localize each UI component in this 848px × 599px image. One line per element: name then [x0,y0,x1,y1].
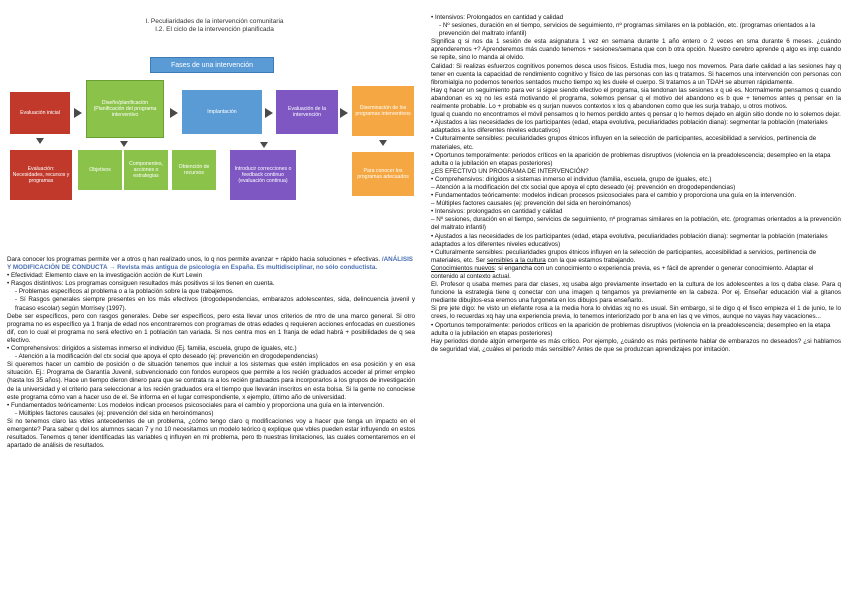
paragraph: Hay periodos donde algún emergente es más crítico. Por ejemplo, ¿cuándo es más pertinente hablar de embarazos no deseados? ¿si hablamos de seguridad vial, ¿cuáles el periodo más sensible? Antes de que se produzcan aprendizajes por imitación. [431,337,841,353]
paragraph [7,256,415,272]
bullet: • Fundamentados teóricamente: Los modelos indican procesos psicosociales para el cambio y proporciona una guía en la intervención. [7,401,385,409]
arrow-right-icon [170,108,178,118]
bullet: • Culturalmente sensibles: peculiaridades grupos étnicos influyen en la selección de participantes, accesibilidad a servicios, pertinencia de materiales, etc. [431,135,817,151]
bullet: • Oportunos temporalmente: periodos críticos en la aparición de problemas disruptivos (violencia en la preadolescencia; desempleo en la etapa adulta o la jubilación en etapas posteriores) [431,321,831,337]
bullet: • Ajustados a las necesidades de los participantes (edad, etapa evolutiva, peculiaridades población diana): segmentar la población (materiales adaptados a los diferentes niveles educativos) [431,232,828,248]
paragraph: Si queremos hacer un cambio de posición o de situación tenemos que incluir a los sistemas que estén implicados en esa posición y en esa situación. Ej.: Programa de Garantía Juvenil, subvencionado con fondos europeos que permite a los recién graduados acceder al primer empleo (hasta los 35 años). Hace un tiempo dieron dinero para que se contrata ra a los recién graduados para incorporarlos a los grupos de investigación de la universidad y el criterio para seleccionar a los recién graduados era el tiempo que llevarán inscritos en esta bolsa. Si la gente no conociese este programa cómo van a hacer uso de el. Se informa en el lugar correspondiente, x ejemplo, último año de universidad. [7,361,415,401]
sub-bullet: - Sí Rasgos generales siempre presentes en los más efectivos (drogodependencias, embarazos adolescentes, sida, delincuencia juvenil y fracaso escolar) según Morrisey (1997). [15,296,415,312]
bullet: • Rasgos distintivos: Los programas consiguen resultados más positivos si los tienen en cuenta. [7,280,275,288]
arrow-down-icon [260,142,268,148]
sub-obtencion-recursos: Obtención de recursos [172,150,216,190]
text: : si engancha con un conocimiento o experiencia previa, es + fácil de aprender o generar conocimiento. Adaptar el contenido al contexto actual. [431,264,814,280]
sub-introducir-correcciones: Introducir correcciones o feedback continuo (evaluación continua) [230,150,296,200]
arrow-right-icon [340,108,348,118]
arrow-right-icon [74,108,82,118]
text: • Culturalmente sensibles: peculiaridades grupos étnicos influyen en la selección de participantes, accesibilidad a servicios, pertinencia de materiales, etc. Ser [431,248,817,264]
heading-line-2: I.2. El ciclo de la intervención planificada [155,26,274,33]
right-column [431,14,841,354]
paragraph: Significa q si nos da 1 sesión de esta asignatura 1 vez en semana durante 1 año entero o 2 veces en sma durante 6 meses. ¿cuándo aprenderemos +? Aprenderemos más cuando tenemos + sesiones/semana que con b otra opción. Nuestro cerebro aprende q algo es imp cuando se repite, sino lo manda al olvido. [431,38,841,62]
phase-evaluacion-inicial: Evaluación inicial [10,92,70,134]
sub-bullet: – Múltiples factores causales (ej: prevención del sida en heroinómanos) [431,200,631,208]
sub-bullet: – Atención a la modificación del ctx social que apoya el cpto deseado (ej: prevención en drogodependencias) [431,183,736,191]
bullet: • Intensivos: Prolongados en cantidad y calidad [431,14,564,21]
phase-implantacion: Implantación [182,90,262,134]
arrow-down-icon [36,138,44,144]
bullet: • Intensivos: prolongados en cantidad y calidad [431,208,563,216]
underlined-text: Conocimientos nuevos [431,264,495,272]
phase-diseminacion: Diseminación de los programas interventivos [352,86,414,136]
bullet: • Ajustados a las necesidades de los participantes (edad, etapa evolutiva, peculiaridades población diana): segmentar la población (materiales adaptados a los diferentes niveles educativos) [431,119,828,135]
intervention-phases-diagram [0,0,420,258]
paragraph: El. Profesor q usaba memes para dar clases, xq usaba algo previamente insertado en la cultura de los adolescentes a los q daba clase. Para q funcione la estrategia tiene q conectar con una imagen q tengamos ya previamente en la cabeza. Por ej. Enseñar educación vial a gitanos mediante dibujitos-esa eremos una furgoneta en los dibujos para enseñarlo. [431,281,841,305]
bullet: • Efectividad: Elemento clave en la investigación acción de Kurt Lewin [7,272,203,280]
paragraph: Calidad: Si realizas esfuerzos cognitivos ponemos desca usos físicos. Estudia mos, luego nos movemos. Para darle calidad a las sesiones hay q tener en cuenta la capacidad de rendimiento cognitivo y físico de las personas con las q tratamos. Si hacemos una intervención con personas con fibromialgia no podemos tenerlos sentados mucho tiempo xq les duele el cuerpo. Si tratamos a un TDAH se aburren rápidamente. [431,62,841,86]
paragraph [431,265,841,281]
paragraph: Hay q hacer un seguimiento para ver si sigue siendo efectivo el programa, sia tendonan las sesiones x q ué es. Normalmente pensamos q cuando abandonan es xq no les está motivando el programa, solemos pensar q el motivo del abandono es b que + tenemos antes q pensar en la realmente probable. Lo + probable es q surjan nuevos contextos x los q abandonen como que les surja trabajo, u otros motivos. [431,86,841,111]
arrow-down-icon [379,140,387,146]
phase-evaluacion-intervencion: Evaluación de la intervención [276,90,338,134]
phase-diseno: Diseño/planificación (Planificación del programa interventivo [86,80,164,138]
bullet [431,249,841,265]
arrow-down-icon [120,141,128,147]
intro-highlight: /ANÁLISIS Y MODIFICACIÓN DE CONDUCTA → Revista más antigua de psicología en España. Es multidisciplinar, no sólo conductista. [7,256,414,272]
sub-bullet: - Nº sesiones, duración en el tiempo, servicios de seguimiento, nº programas similares en la población, etc. (programas orientados a la prevención del maltrato infantil) [439,22,815,38]
sub-bullet: – Nº sesiones, duración en el tiempo, servicios de seguimiento, nº programas similares en la población, etc. (programas orientados a la prevención del maltrato infantil) [431,216,841,232]
bullet: • Comprehensivos: dirigidos a sistemas inmerso el individuo (familia, escuela, grupo de iguales, etc.) [431,175,712,183]
intro-text: Dara conocer los programas permite ver a otros q han realizado unos, lo q nos permite avanzar + rápido hacia soluciones + efectivas. [7,256,381,263]
paragraph: Si pre jete digo: he visto un elefante rosa a la media hora lo olvidas xq no es usual. Sin embargo, si te digo q el fisco empieza el 1 de junio, te lo crees, lo recuerdas xq hay una experiencia previa, lo tenemos interiorizado por b ana en las q ve vimos, aunque no vayas hay vacaciones... [431,305,841,321]
sub-bullet: - Problemas específicos al problema o a la población sobre la que trabajemos. [15,288,234,296]
arrow-right-icon [265,108,273,118]
sub-bullet: - Atención a la modificación del ctx social que apoya el cpto deseado (ej: prevención en drogodependencias) [15,353,318,361]
left-column [7,256,415,450]
bullet: • Fundamentados teóricamente: modelos indican procesos psicosociales para el cambio y proporciona una guía en la intervención. [431,192,797,200]
bullet: • Comprehensivos: dirigidos a sistemas inmerso el individuo (Ej. familia, escuela, grupo de iguales, etc.) [7,345,297,353]
sub-componentes: Componentes, acciones o estrategias [124,150,168,190]
sub-objetivos: Objetivos [78,150,122,190]
paragraph: Igual q cuando no encontramos el móvil pensamos q lo hemos perdido antes q pensar q lo hemos dejado en algún sitio donde no lo solemos dejar. [431,111,841,119]
sub-bullet: - Múltiples factores causales (ej: prevención del sida en heroinómanos) [15,409,214,417]
underlined-text: sensibles a la cultura [487,256,546,264]
sub-diseminacion: Para conocer los programas adecuados [352,152,414,196]
diagram-heading [112,18,317,34]
paragraph: Si no tenemos claro las vbles antecedentes de un problema, ¿cómo tengo claro q modificaciones voy a hacer que tenga un impacto en el emergente? Para saber q del los alumnos sacan 7 y no 10 necesitamos un modelo teórico q explique que vbles pueden estar influyendo en estos resultados. Tenemos q tener identificadas las variables q influyen en mi problema, pero tb nuestras limitaciones, las cuales comentaremos en el apartado de análisis de resultados. [7,417,415,450]
heading-line-1: I. Peculiaridades de la intervención comunitaria [145,18,284,25]
sub-evaluacion: Evaluación: Necesidades, recursos y programas [10,150,72,200]
diagram-main-title: Fases de una intervención [150,57,274,73]
section-question: ¿ES EFECTIVO UN PROGRAMA DE INTERVENCIÓN? [431,167,589,175]
bullet: • Oportunos temporalmente: periodos críticos en la aparición de problemas disruptivos (violencia en la preadolescencia; desempleo en la etapa adulta o la jubilación en etapas posteriores) [431,151,831,167]
paragraph: Debe ser específicos, pero con rasgos generales. Debe ser específicos, pero esta llevar unos criterios de ntro de una marco general. Si otro programa no es específico ya 1 franja de edad nos encontraremos con programas de otras edades q requieren acciones enfocadas en cuestiones dif, con lo cual el programa no será efectivo en 1 población tan variada. Si nos centra mos en 1 franja de edad habrá + posibilidades de q sea efectivo. [7,312,415,344]
text: con la que estamos trabajando. [547,256,636,264]
